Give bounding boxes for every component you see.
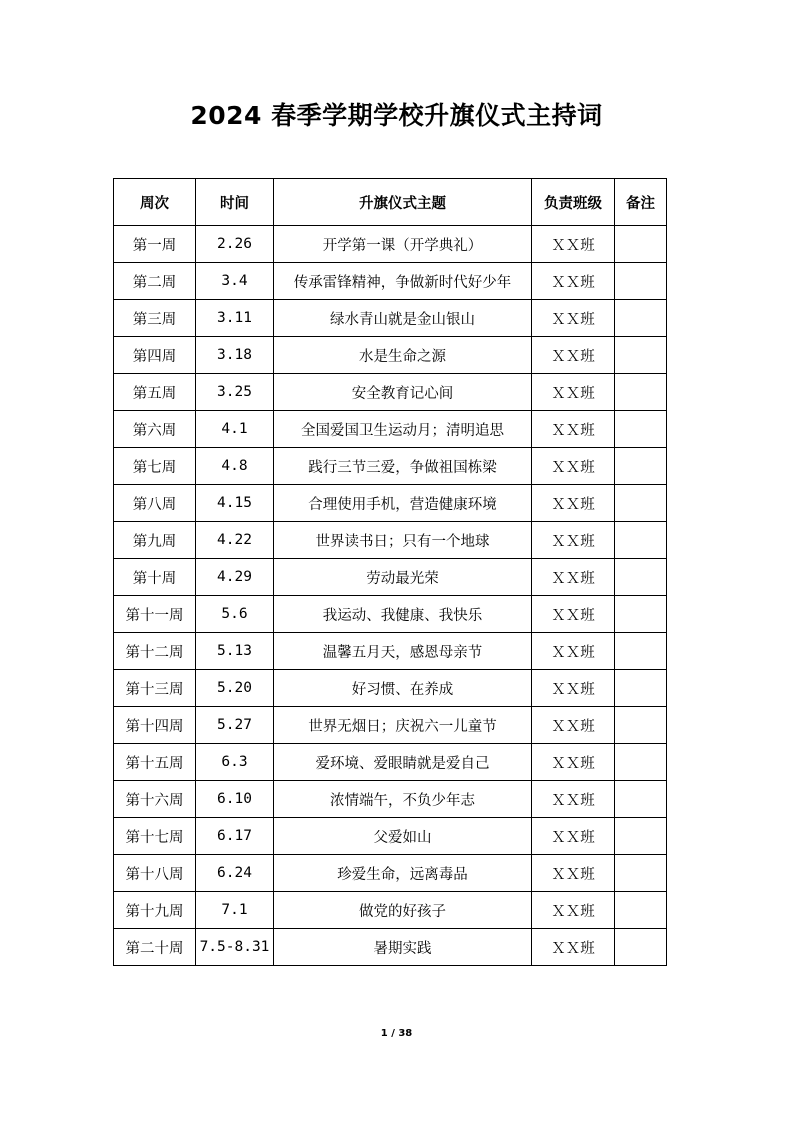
header-theme: 升旗仪式主题 [274,179,532,226]
cell-class: ＸＸ班 [532,226,615,263]
cell-theme: 合理使用手机，营造健康环境 [274,485,532,522]
cell-week: 第十七周 [114,818,196,855]
table-row [114,670,667,707]
cell-date: 6.10 [196,781,274,818]
cell-note [615,485,667,522]
cell-week: 第七周 [114,448,196,485]
cell-week: 第十六周 [114,781,196,818]
cell-note [615,300,667,337]
cell-note [615,596,667,633]
document-title: 2024 春季学期学校升旗仪式主持词 [190,101,603,130]
cell-theme: 劳动最光荣 [274,559,532,596]
cell-class: ＸＸ班 [532,263,615,300]
cell-class: ＸＸ班 [532,670,615,707]
cell-week: 第四周 [114,337,196,374]
cell-week: 第八周 [114,485,196,522]
cell-note [615,707,667,744]
cell-class: ＸＸ班 [532,411,615,448]
cell-note [615,337,667,374]
cell-class: ＸＸ班 [532,707,615,744]
cell-note [615,855,667,892]
table-row [114,596,667,633]
table-row [114,448,667,485]
cell-note [615,411,667,448]
cell-theme: 珍爱生命，远离毒品 [274,855,532,892]
cell-class: ＸＸ班 [532,300,615,337]
cell-note [615,263,667,300]
table-row [114,522,667,559]
table-row [114,374,667,411]
cell-week: 第十周 [114,559,196,596]
table-row [114,411,667,448]
table-row [114,263,667,300]
cell-theme: 传承雷锋精神，争做新时代好少年 [274,263,532,300]
cell-class: ＸＸ班 [532,374,615,411]
page-number: 1 / 38 [380,1028,413,1039]
cell-week: 第十四周 [114,707,196,744]
table-row [114,892,667,929]
cell-note [615,892,667,929]
cell-theme: 践行三节三爱，争做祖国栋梁 [274,448,532,485]
cell-date: 5.6 [196,596,274,633]
header-date: 时间 [196,179,274,226]
cell-week: 第十一周 [114,596,196,633]
table-row [114,633,667,670]
cell-note [615,522,667,559]
cell-note [615,818,667,855]
cell-class: ＸＸ班 [532,559,615,596]
cell-date: 4.8 [196,448,274,485]
cell-class: ＸＸ班 [532,818,615,855]
cell-week: 第二十周 [114,929,196,966]
cell-week: 第一周 [114,226,196,263]
cell-week: 第十三周 [114,670,196,707]
cell-date: 4.1 [196,411,274,448]
cell-theme: 做党的好孩子 [274,892,532,929]
cell-note [615,929,667,966]
cell-class: ＸＸ班 [532,855,615,892]
cell-note [615,448,667,485]
cell-class: ＸＸ班 [532,596,615,633]
table-row [114,226,667,263]
table-body [114,226,667,966]
cell-note [615,670,667,707]
cell-theme: 安全教育记心间 [274,374,532,411]
table-row [114,337,667,374]
cell-class: ＸＸ班 [532,485,615,522]
cell-theme: 暑期实践 [274,929,532,966]
table-row [114,707,667,744]
cell-theme: 水是生命之源 [274,337,532,374]
table-row [114,855,667,892]
cell-theme: 绿水青山就是金山银山 [274,300,532,337]
cell-note [615,374,667,411]
cell-date: 6.24 [196,855,274,892]
cell-theme: 世界无烟日；庆祝六一儿童节 [274,707,532,744]
cell-week: 第五周 [114,374,196,411]
cell-date: 7.5-8.31 [196,929,274,966]
cell-class: ＸＸ班 [532,929,615,966]
cell-class: ＸＸ班 [532,633,615,670]
table-row [114,781,667,818]
cell-week: 第九周 [114,522,196,559]
cell-note [615,559,667,596]
cell-theme: 浓情端午，不负少年志 [274,781,532,818]
cell-theme: 世界读书日；只有一个地球 [274,522,532,559]
cell-week: 第十五周 [114,744,196,781]
cell-week: 第六周 [114,411,196,448]
cell-class: ＸＸ班 [532,781,615,818]
schedule-table [113,178,667,966]
header-week: 周次 [114,179,196,226]
cell-class: ＸＸ班 [532,744,615,781]
table-row [114,929,667,966]
cell-week: 第十九周 [114,892,196,929]
cell-theme: 温馨五月天，感恩母亲节 [274,633,532,670]
cell-week: 第三周 [114,300,196,337]
cell-theme: 我运动、我健康、我快乐 [274,596,532,633]
cell-date: 7.1 [196,892,274,929]
cell-date: 3.4 [196,263,274,300]
cell-note [615,633,667,670]
cell-theme: 好习惯、在养成 [274,670,532,707]
cell-date: 6.17 [196,818,274,855]
cell-date: 6.3 [196,744,274,781]
cell-class: ＸＸ班 [532,448,615,485]
cell-week: 第二周 [114,263,196,300]
cell-date: 2.26 [196,226,274,263]
cell-theme: 全国爱国卫生运动月；清明追思 [274,411,532,448]
cell-date: 4.15 [196,485,274,522]
table-row [114,485,667,522]
table-header-row [114,179,667,226]
cell-date: 5.27 [196,707,274,744]
table-row [114,559,667,596]
cell-theme: 父爱如山 [274,818,532,855]
cell-note [615,781,667,818]
table-row [114,818,667,855]
cell-class: ＸＸ班 [532,522,615,559]
cell-date: 4.22 [196,522,274,559]
table-row [114,300,667,337]
header-class: 负责班级 [532,179,615,226]
table-row [114,744,667,781]
cell-date: 4.29 [196,559,274,596]
cell-week: 第十二周 [114,633,196,670]
cell-note [615,226,667,263]
cell-class: ＸＸ班 [532,892,615,929]
cell-date: 5.20 [196,670,274,707]
cell-date: 5.13 [196,633,274,670]
header-note: 备注 [615,179,667,226]
cell-theme: 爱环境、爱眼睛就是爱自己 [274,744,532,781]
cell-week: 第十八周 [114,855,196,892]
cell-note [615,744,667,781]
cell-theme: 开学第一课（开学典礼） [274,226,532,263]
cell-date: 3.25 [196,374,274,411]
cell-date: 3.11 [196,300,274,337]
cell-date: 3.18 [196,337,274,374]
cell-class: ＸＸ班 [532,337,615,374]
